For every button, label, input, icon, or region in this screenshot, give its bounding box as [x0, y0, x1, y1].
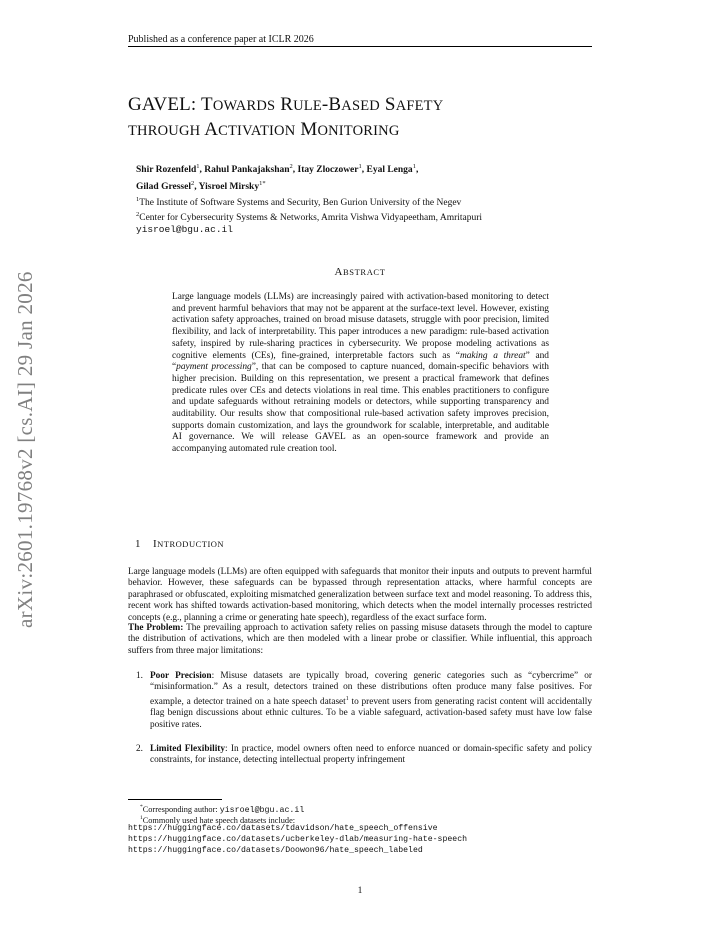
running-header: Published as a conference paper at ICLR 2026 — [128, 34, 314, 45]
intro-paragraph-2: The Problem: The prevailing approach to activation safety relies on passing misuse datasets through the model to capture the distribution of activations, which are then modeled with a linear probe or classifier. While influential, this approach suffers from three major limitations: — [128, 623, 593, 656]
author-name: Rahul Pankajakshan — [204, 165, 290, 176]
dataset-link[interactable]: https://huggingface.co/datasets/tdavidson/hate_speech_offensive — [128, 824, 438, 833]
abstract-heading: ABSTRACT — [334, 266, 386, 278]
footnote-datasets: $^1$Commonly used hate speech datasets include: — [140, 815, 296, 825]
author-name: Shir Rozenfeld — [136, 165, 197, 176]
page-number: 1 — [357, 886, 363, 896]
dataset-link[interactable]: https://huggingface.co/datasets/Doowon96/hate_speech_labeled — [128, 846, 423, 855]
author-name: Gilad Gressel — [136, 182, 191, 193]
header-rule — [128, 46, 592, 47]
footnote-rule — [128, 799, 222, 800]
author-name: Itay Zloczower — [297, 165, 359, 176]
affiliation-2: $^2$Center for Cybersecurity Systems & Networks, Amrita Vishwa Vidyapeetham, Amritapuri — [136, 211, 483, 224]
affiliations — [136, 194, 482, 236]
paper-title — [128, 93, 443, 143]
author-email[interactable]: yisroel@bgu.ac.il — [136, 224, 233, 236]
corresponding-email[interactable]: yisroel@bgu.ac.il — [219, 805, 305, 815]
footnote-corresponding: *Corresponding author: yisroel@bgu.ac.il — [140, 804, 305, 815]
affiliation-1: $^1$The Institute of Software Systems and Security, Ben Gurion University of the Negev — [136, 196, 462, 209]
title-line-2: THROUGH ACTIVATION MONITORING — [128, 119, 400, 140]
author-name: Eyal Lenga — [366, 165, 413, 176]
section-heading-introduction: 1 INTRODUCTION — [135, 538, 225, 550]
dataset-link[interactable]: https://huggingface.co/datasets/ucberkeley-dlab/measuring-hate-speech — [128, 835, 468, 844]
abstract-text: Large language models (LLMs) are increasingly paired with activation-based monitoring to detect and prevent harmful behaviors that may not be apparent at the surface-text level. However, existing activation safety approaches, trained on broad misuse datasets, struggle with poor precision, limited flexibility, and lack of interpretability. This paper introduces a new paradigm: rule-based activation safety, inspired by rule-sharing practices in cybersecurity. We propose modeling activations as cognitive elements (CEs), fine-grained, interpretable factors such as “making a threat” and “payment processing”, that can be composed to capture nuanced, domain-specific behaviors with higher precision. Building on this representation, we present a practical framework that defines predicate rules over CEs and detects violations in real time. This enables practitioners to configure and update safeguards without retraining models or detectors, while supporting transparency and auditability. Our results show that compositional rule-based activation safety improves precision, supports domain customization, and lays the groundwork for scalable, interpretable, and auditable AI governance. We will release GAVEL as an open-source framework and provide an accompanying automated rule creation tool. — [172, 292, 549, 455]
intro-paragraph-1: Large language models (LLMs) are often equipped with safeguards that monitor their inputs and outputs to prevent harmful behavior. However, these safeguards can be bypassed through representation attacks, where harmful concepts are paraphrased or obfuscated, exploiting mismatched generalization between surface text and model reasoning. To address this, recent work has shifted towards activation-based monitoring, which detects when the model internally processes restricted concepts (e.g., planning a crime or generating hate speech), regardless of the exact surface form. — [128, 567, 592, 623]
author-list: Shir Rozenfeld$^1$, Rahul Pankajakshan$^2$, Itay Zloczower$^1$, Eyal Lenga$^1$, Gilad Gressel$^2$, Yisroel Mirsky$^{1*}$ — [136, 163, 419, 193]
title-line-1: GAVEL: TOWARDS RULE-BASED SAFETY — [128, 94, 444, 115]
footnote-ref[interactable]: 1 — [345, 695, 349, 702]
author-name: Yisroel Mirsky — [198, 182, 260, 193]
arxiv-identifier: arXiv:2601.19768v2 [cs.AI] 29 Jan 2026 — [13, 271, 37, 628]
